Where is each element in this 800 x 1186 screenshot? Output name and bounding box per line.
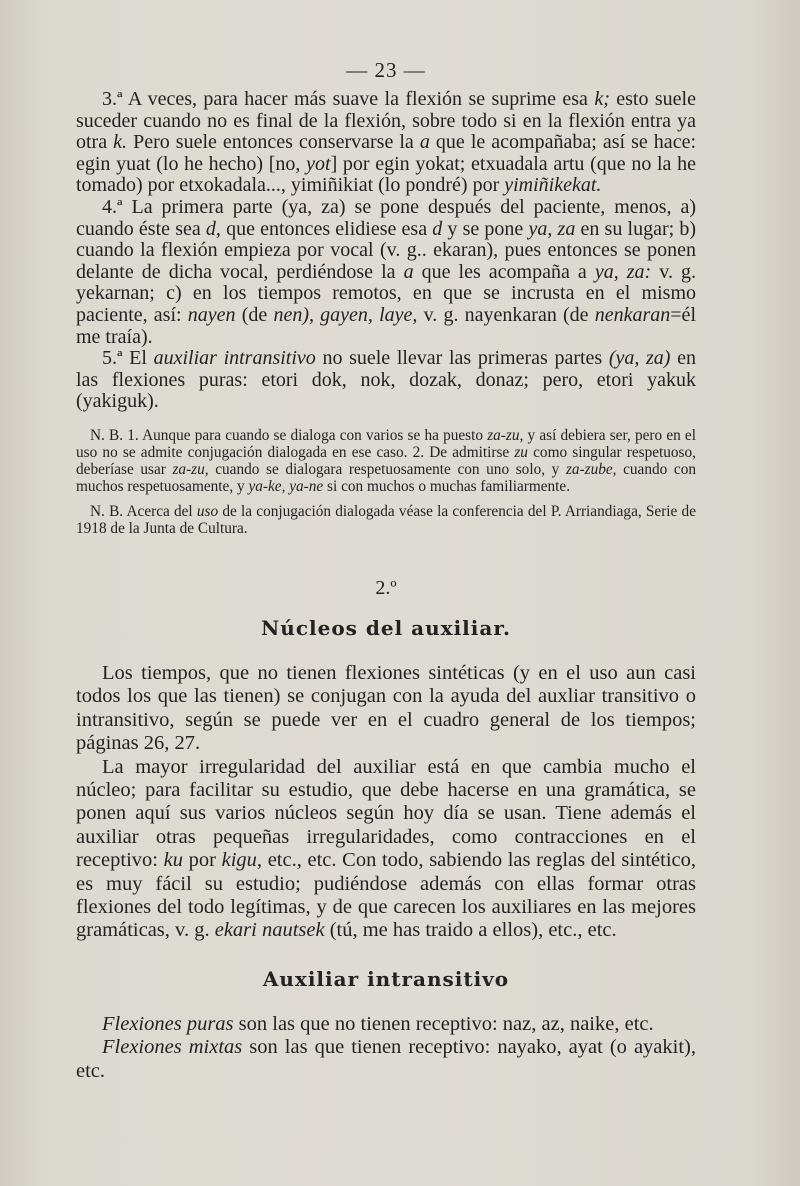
rule-3: 3.ª A veces, para hacer más suave la flexión se suprime esa k; esto suele suceder cuando no es final de la flexión, sobre todo si en la flexión entra ya otra k. Pero suele entonces conservarse la a que le acompañaba; así se hace: egin yuat (lo he hecho) [no, yot] por egin yokat; etxuadala artu (que no la he tomado) por etxokadala..., yimiñikiat (lo pondré) por yimiñikekat. (76, 88, 696, 197)
note-2: N. B. Acerca del uso de la conjugación dialogada véase la conferencia del P. Arriandiaga, Serie de 1918 de la Junta de Cultura. (76, 502, 696, 537)
section-paragraph-2: La mayor irregularidad del auxiliar está en que cambia mucho el núcleo; para facilitar su estudio, que debe hacerse en una gramática, se ponen aquí sus varios núcleos según hoy día se usan. Tiene además el auxiliar otras pequeñas irregularidades, como contracciones en el receptivo: ku por kigu, etc., etc. Con todo, sabiendo las reglas del sintético, es muy fácil su estudio; pudiéndose además con ellas formar otras flexiones del todo legítimas, y de que carecen los auxiliares en las mejores gramáticas, v. g. ekari nautsek (tú, me has traido a ellos), etc., etc. (76, 755, 697, 942)
rule-4: 4.ª La primera parte (ya, za) se pone después del paciente, menos, a) cuando éste sea d, que entonces elidiese esa d y se pone ya, za en su lugar; b) cuando la flexión empieza por vocal (v. g.. ekaran), pues entonces se ponen delante de dicha vocal, perdiéndose la a que les acompaña a ya, za: v. g. yekarnan; c) en los tiempos remotos, en que se incrusta en el mismo paciente, así: nayen (de nen), gayen, laye, v. g. nayenkaran (de nenkaran=él me traía). (76, 195, 697, 348)
rule-5: 5.ª El auxiliar intransitivo no suele llevar las primeras partes (ya, za) en las flexiones puras: etori dok, nok, dozak, donaz; pero, etori yakuk (yakiguk). (76, 347, 696, 413)
note-1: N. B. 1. Aunque para cuando se dialoga con varios se ha puesto za-zu, y así debiera ser, pero en el uso no se admite conjugación dialogada en ese caso. 2. De admitirse zu como singular respetuoso, deberíase usar za-zu, cuando se dialogara respetuosamente con uno solo, y za-zube, cuando con muchos respetuosamente, y ya-ke, ya-ne si con muchos o muchas familiarmente. (76, 426, 696, 495)
subsection-paragraph-2: Flexiones mixtas son las que tienen receptivo: nayako, ayat (o ayakit), etc. (76, 1036, 696, 1082)
section-body (76, 662, 696, 943)
subsection-title: Auxiliar intransitivo (262, 966, 510, 991)
section-title: Núcleos del auxiliar. (261, 615, 511, 640)
page-number: — 23 — (346, 58, 426, 82)
rules-block (76, 89, 696, 413)
subsection-body (76, 1013, 696, 1083)
section-number: 2.º (375, 576, 397, 599)
subsection-paragraph-1: Flexiones puras son las que no tienen receptivo: naz, az, naike, etc. (102, 1012, 654, 1035)
footnotes (76, 427, 696, 537)
section-paragraph-1: Los tiempos, que no tienen flexiones sintéticas (y en el uso aun casi todos los que las tienen) se conjugan con la ayuda del auxliar transitivo o intransitivo, según se puede ver en el cuadro general de los tiempos; páginas 26, 27. (76, 661, 696, 755)
